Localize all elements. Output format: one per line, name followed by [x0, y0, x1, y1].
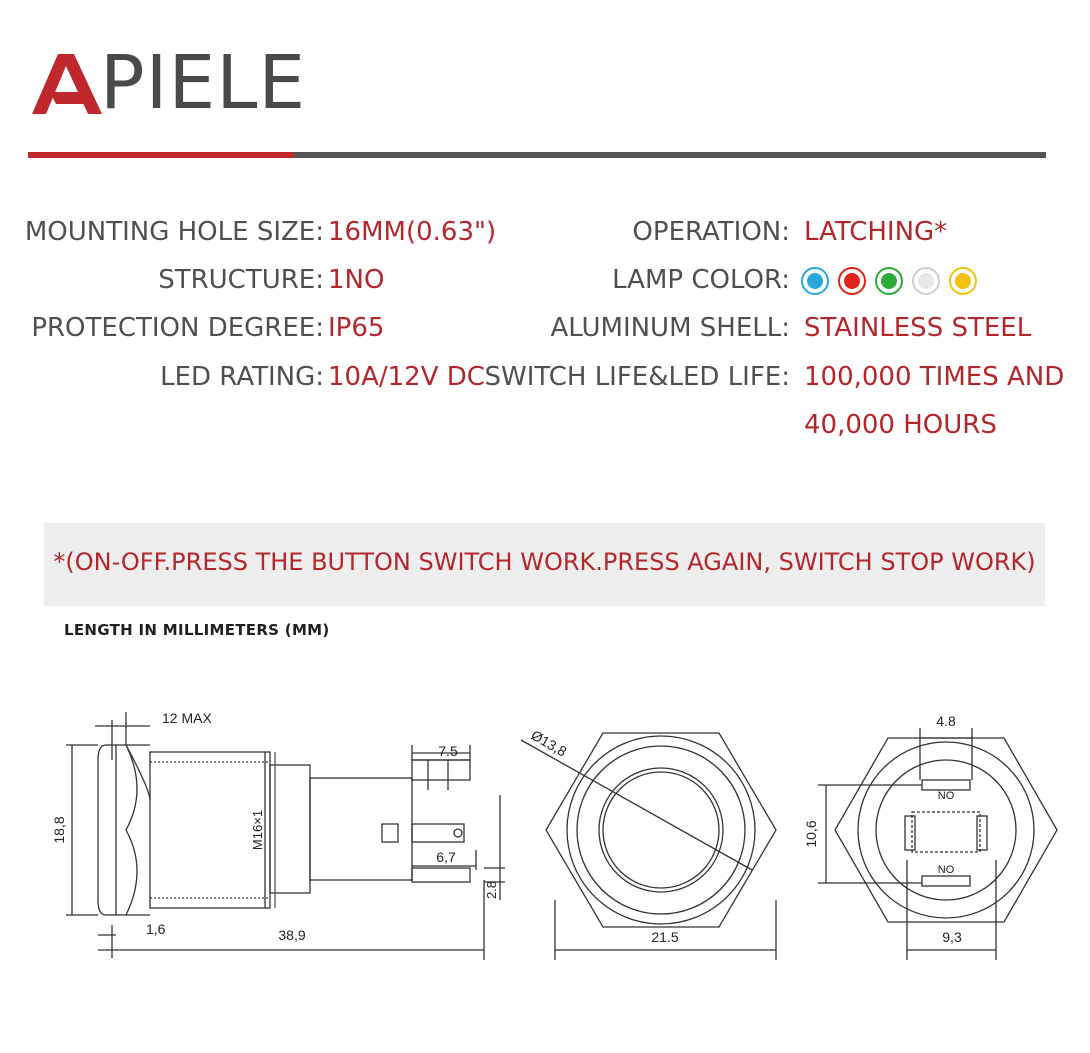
lamp-swatch [955, 273, 971, 289]
lamp-swatch [881, 273, 897, 289]
dim-7-5: 7.5 [438, 743, 458, 759]
units-caption: LENGTH IN MILLIMETERS (MM) [64, 621, 330, 639]
dim-m16: M16×1 [250, 809, 265, 851]
dim-13-8: Ø13,8 [528, 726, 570, 760]
operation-note: *(ON-OFF.PRESS THE BUTTON SWITCH WORK.PRESS AGAIN, SWITCH STOP WORK) [53, 548, 1036, 576]
header-rule [294, 152, 1046, 158]
spec-value-mounting-hole: 16MM(0.63") [328, 217, 497, 247]
spec-value-protection: IP65 [328, 313, 385, 343]
dim-4-8: 4.8 [936, 713, 956, 729]
lamp-color-swatches [800, 264, 990, 298]
dim-1-6: 1,6 [146, 921, 166, 937]
spec-label-life: SWITCH LIFE&LED LIFE: [484, 362, 790, 392]
terminal-no-bottom: NO [937, 864, 955, 876]
lamp-swatch [807, 273, 823, 289]
back-view-drawing [818, 728, 1057, 960]
dim-6-7: 6,7 [436, 849, 456, 865]
dim-18-8: 18,8 [51, 816, 67, 844]
spec-label-mounting-hole: MOUNTING HOLE SIZE: [24, 217, 324, 247]
spec-label-operation: OPERATION: [632, 217, 790, 247]
dim-12-max: 12 MAX [162, 710, 212, 726]
front-view-drawing [521, 733, 776, 960]
lamp-swatch [918, 273, 934, 289]
dim-2-8: 2.8 [484, 880, 499, 900]
spec-label-lamp-color: LAMP COLOR: [612, 265, 790, 295]
spec-label-shell: ALUMINUM SHELL: [550, 313, 790, 343]
spec-value-operation: LATCHING* [804, 217, 948, 247]
dim-9-3: 9,3 [942, 929, 962, 945]
lamp-swatch [844, 273, 860, 289]
brand-name: PIELE [100, 40, 307, 126]
dim-21-5: 21.5 [651, 929, 679, 945]
dimension-drawings [0, 690, 1090, 990]
spec-value-life-line2: 40,000 HOURS [804, 410, 997, 440]
spec-value-life: 100,000 TIMES AND [804, 362, 1065, 392]
spec-label-led-rating: LED RATING: [160, 362, 324, 392]
operation-note-panel [44, 523, 1045, 606]
spec-value-led-rating: 10A/12V DC [328, 362, 485, 392]
spec-value-shell: STAINLESS STEEL [804, 313, 1032, 343]
terminal-no-top: NO [937, 790, 955, 802]
spec-value-structure: 1NO [328, 265, 385, 295]
header-rule-accent [28, 152, 294, 158]
brand-logo-icon [32, 52, 104, 116]
spec-label-protection: PROTECTION DEGREE: [31, 313, 324, 343]
spec-label-structure: STRUCTURE: [158, 265, 324, 295]
dim-10-6: 10,6 [803, 820, 819, 848]
dim-38-9: 38,9 [278, 927, 306, 943]
